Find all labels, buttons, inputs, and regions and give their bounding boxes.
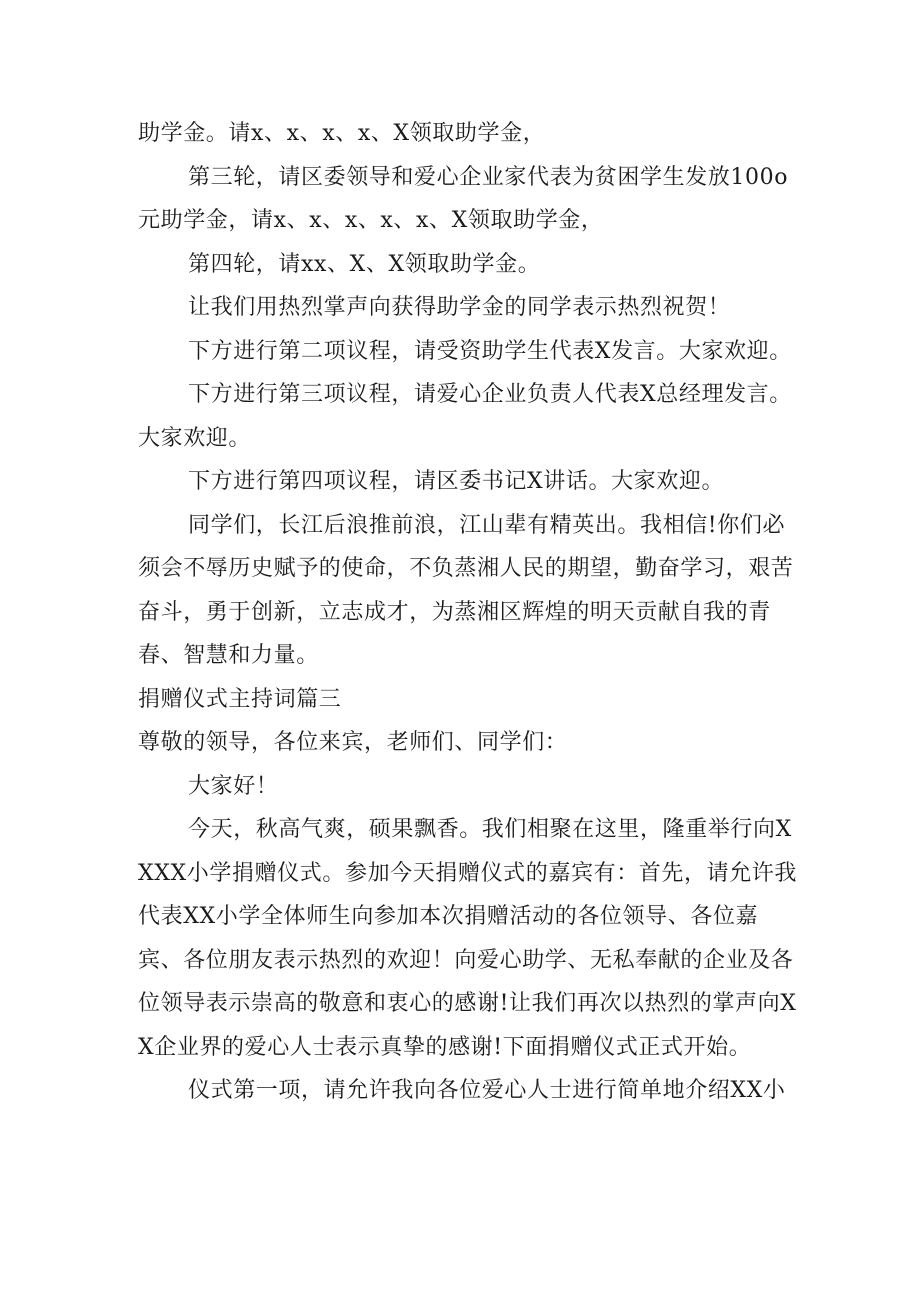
paragraph-4: 让我们用热烈掌声向获得助学金的同学表示热烈祝贺！ xyxy=(188,295,731,320)
greeting: 大家好！ xyxy=(188,773,279,799)
paragraph-12: 今天，秋高气爽，硕果飘香。我们相聚在这里，隆重举行向XXXX小学捐赠仪式。参加今天捐赠仪式的嘉宾有：首先，请允许我代表XX小学全体师生向参加本次捐赠活动的各位领导、各位嘉宾、各位朋友表示热烈的欢迎！向爱心助学、无私奉献的企业及各位领导表示崇高的敬意和衷心的感谢!让我们再次以热烈的掌声向XX企业界的爱心人士表示真挚的感谢!下面捐赠仪式正式开始。 xyxy=(138,817,797,1060)
paragraph-13: 仪式第一项，请允许我向各位爱心人士进行简单地介绍XX小 xyxy=(188,1078,786,1103)
paragraph-7: 下方进行第四项议程，请区委书记X讲话。大家欢迎。 xyxy=(188,469,725,494)
paragraph-5: 下方进行第二项议程，请受资助学生代表X发言。大家欢迎。 xyxy=(188,338,792,364)
section-heading: 捐赠仪式主持词篇三 xyxy=(138,686,342,712)
paragraph-2: 第三轮，请区委领导和爱心企业家代表为贫困学生发放100o元助学金，请x、x、x、x、x、X领取助学金， xyxy=(138,164,789,233)
document-body xyxy=(138,112,798,1113)
paragraph-6: 下方进行第三项议程，请爱心企业负责人代表X总经理发言。大家欢迎。 xyxy=(138,382,792,451)
paragraph-1: 助学金。请x、x、x、x、X领取助学金， xyxy=(138,121,546,146)
paragraph-8: 同学们，长江后浪推前浪，江山辈有精英出。我相信!你们必须会不辱历史赋予的使命，不负蒸湘人民的期望，勤奋学习，艰苦奋斗，勇于创新，立志成才，为蒸湘区辉煌的明天贡献自我的青春、智慧和力量。 xyxy=(138,512,794,668)
salutation: 尊敬的领导，各位来宾，老师们、同学们： xyxy=(138,730,568,755)
paragraph-3: 第四轮，请xx、X、X领取助学金。 xyxy=(188,251,541,277)
